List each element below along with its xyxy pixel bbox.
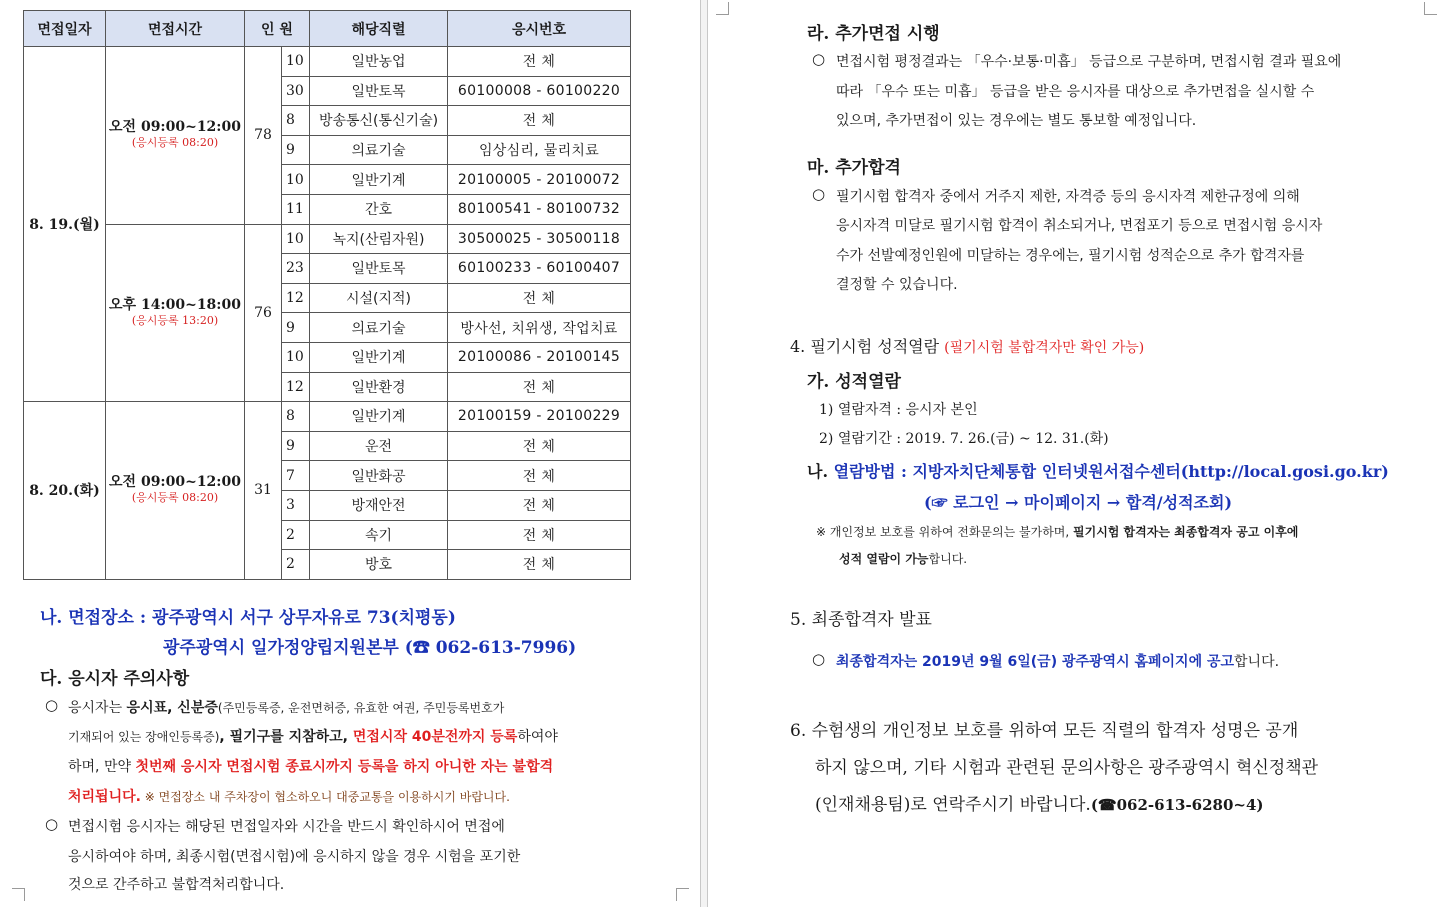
row-exam: 60100008 - 60100220 bbox=[448, 76, 631, 106]
text-run: (☎062-613-6280~4) bbox=[1090, 796, 1264, 814]
row-exam: 전 체 bbox=[448, 372, 631, 402]
notice-line-5: 면접시험 응시자는 해당된 면접일자와 시간을 반드시 확인하시어 면접에 bbox=[68, 819, 505, 835]
section-6-line-3 bbox=[815, 790, 1264, 815]
text-run: 하며, 만약 bbox=[68, 759, 136, 775]
ma-line-1: 필기시험 합격자 중에서 거주지 제한, 자격증 등의 응시자격 제한규정에 의해 bbox=[836, 189, 1300, 205]
row-count: 9 bbox=[282, 431, 310, 461]
row-job: 의료기술 bbox=[310, 135, 448, 165]
bullet-icon: ○ bbox=[812, 185, 826, 203]
row-job: 방호 bbox=[310, 550, 448, 580]
row-count: 30 bbox=[282, 76, 310, 106]
left-page bbox=[0, 0, 700, 907]
ma-line-3: 수가 선발예정인원에 미달하는 경우에는, 필기시험 성적순으로 추가 합격자를 bbox=[836, 248, 1305, 264]
table-row bbox=[24, 47, 631, 77]
header-date: 면접일자 bbox=[24, 11, 106, 47]
row-job: 속기 bbox=[310, 520, 448, 550]
row-count: 8 bbox=[282, 402, 310, 432]
total-count: 76 bbox=[245, 224, 282, 402]
row-job: 방송통신(통신기술) bbox=[310, 106, 448, 136]
s4-a1: 1) 열람자격 : 응시자 본인 bbox=[819, 402, 978, 418]
header-job: 해당직렬 bbox=[310, 11, 448, 47]
time-text: 오전 09:00~12:00 bbox=[109, 474, 241, 491]
time-cell bbox=[106, 47, 245, 225]
text-run: 합니다. bbox=[1234, 654, 1280, 670]
section-ra-title: 라. 추가면접 시행 bbox=[807, 24, 940, 44]
row-count: 12 bbox=[282, 372, 310, 402]
registration-time: (응시등록 08:20) bbox=[131, 491, 219, 505]
row-count: 10 bbox=[282, 165, 310, 195]
row-count: 7 bbox=[282, 461, 310, 491]
bullet-icon: ○ bbox=[812, 650, 826, 668]
row-job: 일반환경 bbox=[310, 372, 448, 402]
text-run: 필기시험 합격자는 최종합격자 공고 이후에 bbox=[1073, 525, 1299, 539]
crop-mark bbox=[676, 888, 689, 901]
row-job: 일반농업 bbox=[310, 47, 448, 77]
s5-line bbox=[836, 651, 1279, 671]
row-exam: 80100541 - 80100732 bbox=[448, 194, 631, 224]
s4-note-line-1 bbox=[816, 523, 1298, 540]
text-run: 면접시작 40분전까지 등록 bbox=[352, 729, 518, 745]
time-cell bbox=[106, 224, 245, 402]
s4-note-line-2 bbox=[839, 550, 967, 567]
row-exam: 전 체 bbox=[448, 550, 631, 580]
crop-mark bbox=[12, 888, 25, 901]
section-ma-title: 마. 추가합격 bbox=[807, 158, 901, 178]
row-count: 8 bbox=[282, 106, 310, 136]
row-count: 10 bbox=[282, 224, 310, 254]
text-run: 성적 열람이 가능 bbox=[839, 552, 929, 566]
header-exam-number: 응시번호 bbox=[448, 11, 631, 47]
section-5-title: 5. 최종합격자 발표 bbox=[790, 610, 932, 630]
row-exam: 전 체 bbox=[448, 47, 631, 77]
text-run: , 필기구를 지참하고, bbox=[219, 729, 353, 745]
row-job: 일반기계 bbox=[310, 402, 448, 432]
text-run: (필기시험 불합격자만 확인 가능) bbox=[944, 340, 1145, 356]
ma-line-2: 응시자격 미달로 필기시험 합격이 취소되거나, 면접포기 등으로 면접시험 응시자 bbox=[836, 218, 1323, 234]
time-cell bbox=[106, 402, 245, 580]
text-run: 첫번째 응시자 면접시험 종료시까지 등록을 하지 아니한 자는 불합격 bbox=[135, 759, 554, 775]
row-exam: 전 체 bbox=[448, 461, 631, 491]
row-exam: 20100005 - 20100072 bbox=[448, 165, 631, 195]
table-header-row bbox=[24, 11, 631, 47]
row-count: 2 bbox=[282, 520, 310, 550]
row-job: 일반화공 bbox=[310, 461, 448, 491]
text-run: 응시표, 신분증 bbox=[126, 700, 218, 716]
header-time: 면접시간 bbox=[106, 11, 245, 47]
date-cell: 8. 19.(월) bbox=[24, 47, 106, 402]
venue-line-2: 광주광역시 일가정양립지원본부 (☎ 062-613-7996) bbox=[163, 638, 577, 658]
registration-time: (응시등록 13:20) bbox=[131, 313, 219, 327]
notice-title: 다. 응시자 주의사항 bbox=[40, 669, 190, 689]
text-run: 합니다. bbox=[928, 552, 968, 566]
s4-b2: (☞ 로그인 → 마이페이지 → 합격/성적조회) bbox=[924, 493, 1233, 512]
section-4a-title: 가. 성적열람 bbox=[807, 372, 901, 392]
bullet-icon: ○ bbox=[45, 815, 59, 833]
section-6-line-1: 6. 수험생의 개인정보 보호를 위하여 모든 직렬의 합격자 성명은 공개 bbox=[790, 721, 1299, 741]
row-job: 간호 bbox=[310, 194, 448, 224]
text-run: ※ 개인정보 보호를 위하여 전화문의는 불가하며, bbox=[816, 525, 1074, 539]
row-job: 시설(지적) bbox=[310, 283, 448, 313]
row-job: 일반토목 bbox=[310, 254, 448, 284]
total-count: 31 bbox=[245, 402, 282, 580]
row-count: 10 bbox=[282, 47, 310, 77]
text-run: 하여야 bbox=[517, 729, 558, 745]
table-row bbox=[24, 402, 631, 432]
page-gutter bbox=[700, 0, 708, 907]
notice-line-7: 것으로 간주하고 불합격처리합니다. bbox=[68, 877, 285, 893]
notice-line-4 bbox=[68, 786, 510, 806]
text-run: ※ 면접장소 내 주차장이 협소하오니 대중교통을 이용하시기 바랍니다. bbox=[140, 790, 510, 804]
total-count: 78 bbox=[245, 47, 282, 225]
row-job: 일반기계 bbox=[310, 342, 448, 372]
ra-line-2: 따라 「우수 또는 미흡」 등급을 받은 응시자를 대상으로 추가면접을 실시할 수 bbox=[836, 84, 1315, 100]
header-count: 인 원 bbox=[245, 11, 310, 47]
notice-line-1 bbox=[68, 697, 504, 717]
row-exam: 20100159 - 20100229 bbox=[448, 402, 631, 432]
notice-line-3 bbox=[68, 756, 553, 776]
s4-a2: 2) 열람기간 : 2019. 7. 26.(금) ~ 12. 31.(화) bbox=[819, 431, 1109, 447]
row-count: 2 bbox=[282, 550, 310, 580]
text-run: 열람방법 : 지방자치단체통합 인터넷원서접수센터(http://local.gosi.go.kr) bbox=[833, 462, 1389, 481]
crop-mark bbox=[716, 2, 729, 15]
row-job: 일반기계 bbox=[310, 165, 448, 195]
text-run: 최종합격자는 2019년 9월 6일(금) 광주광역시 홈페이지에 공고 bbox=[836, 654, 1235, 670]
ra-line-1: 면접시험 평정결과는 「우수·보통·미흡」 등급으로 구분하며, 면접시험 결과 필요에 bbox=[836, 54, 1342, 70]
text-run: 응시자는 bbox=[68, 700, 127, 716]
s4-b bbox=[807, 459, 1389, 482]
row-exam: 60100233 - 60100407 bbox=[448, 254, 631, 284]
row-exam: 방사선, 치위생, 작업치료 bbox=[448, 313, 631, 343]
row-job: 의료기술 bbox=[310, 313, 448, 343]
section-4-title bbox=[790, 334, 1144, 357]
row-count: 23 bbox=[282, 254, 310, 284]
row-count: 10 bbox=[282, 342, 310, 372]
row-exam: 전 체 bbox=[448, 520, 631, 550]
notice-line-6: 응시하여야 하며, 최종시험(면접시험)에 응시하지 않을 경우 시험을 포기한 bbox=[68, 849, 521, 865]
row-job: 녹지(산림자원) bbox=[310, 224, 448, 254]
right-page bbox=[708, 0, 1446, 907]
text-run: (인재채용팀)로 연락주시기 바랍니다. bbox=[815, 795, 1091, 815]
text-run: 기재되어 있는 장애인등록증) bbox=[68, 730, 220, 744]
registration-time: (응시등록 08:20) bbox=[131, 136, 219, 150]
row-exam: 전 체 bbox=[448, 431, 631, 461]
row-exam: 30500025 - 30500118 bbox=[448, 224, 631, 254]
table-row bbox=[24, 224, 631, 254]
text-run: 나. bbox=[807, 462, 834, 481]
row-count: 3 bbox=[282, 490, 310, 520]
text-run: 4. 필기시험 성적열람 bbox=[790, 337, 945, 356]
ra-line-3: 있으며, 추가면접이 있는 경우에는 별도 통보할 예정입니다. bbox=[836, 113, 1197, 129]
text-run: (주민등록증, 운전면허증, 유효한 여권, 주민등록번호가 bbox=[217, 701, 505, 715]
time-text: 오전 09:00~12:00 bbox=[109, 119, 241, 136]
row-count: 11 bbox=[282, 194, 310, 224]
row-count: 12 bbox=[282, 283, 310, 313]
row-exam: 전 체 bbox=[448, 106, 631, 136]
text-run: 처리됩니다. bbox=[68, 789, 141, 805]
row-job: 방재안전 bbox=[310, 490, 448, 520]
ma-line-4: 결정할 수 있습니다. bbox=[836, 277, 958, 293]
notice-line-2 bbox=[68, 726, 558, 746]
interview-schedule-table bbox=[23, 10, 631, 580]
row-job: 일반토목 bbox=[310, 76, 448, 106]
section-6-line-2: 하지 않으며, 기타 시험과 관련된 문의사항은 광주광역시 혁신정책관 bbox=[815, 758, 1319, 778]
time-text: 오후 14:00~18:00 bbox=[109, 296, 241, 313]
row-exam: 전 체 bbox=[448, 283, 631, 313]
row-exam: 20100086 - 20100145 bbox=[448, 342, 631, 372]
bullet-icon: ○ bbox=[45, 696, 59, 714]
bullet-icon: ○ bbox=[812, 50, 826, 68]
row-count: 9 bbox=[282, 313, 310, 343]
crop-mark bbox=[1424, 2, 1437, 15]
row-exam: 전 체 bbox=[448, 490, 631, 520]
date-cell: 8. 20.(화) bbox=[24, 402, 106, 580]
row-job: 운전 bbox=[310, 431, 448, 461]
row-count: 9 bbox=[282, 135, 310, 165]
row-exam: 임상심리, 물리치료 bbox=[448, 135, 631, 165]
venue-line-1: 나. 면접장소 : 광주광역시 서구 상무자유로 73(치평동) bbox=[40, 608, 456, 628]
